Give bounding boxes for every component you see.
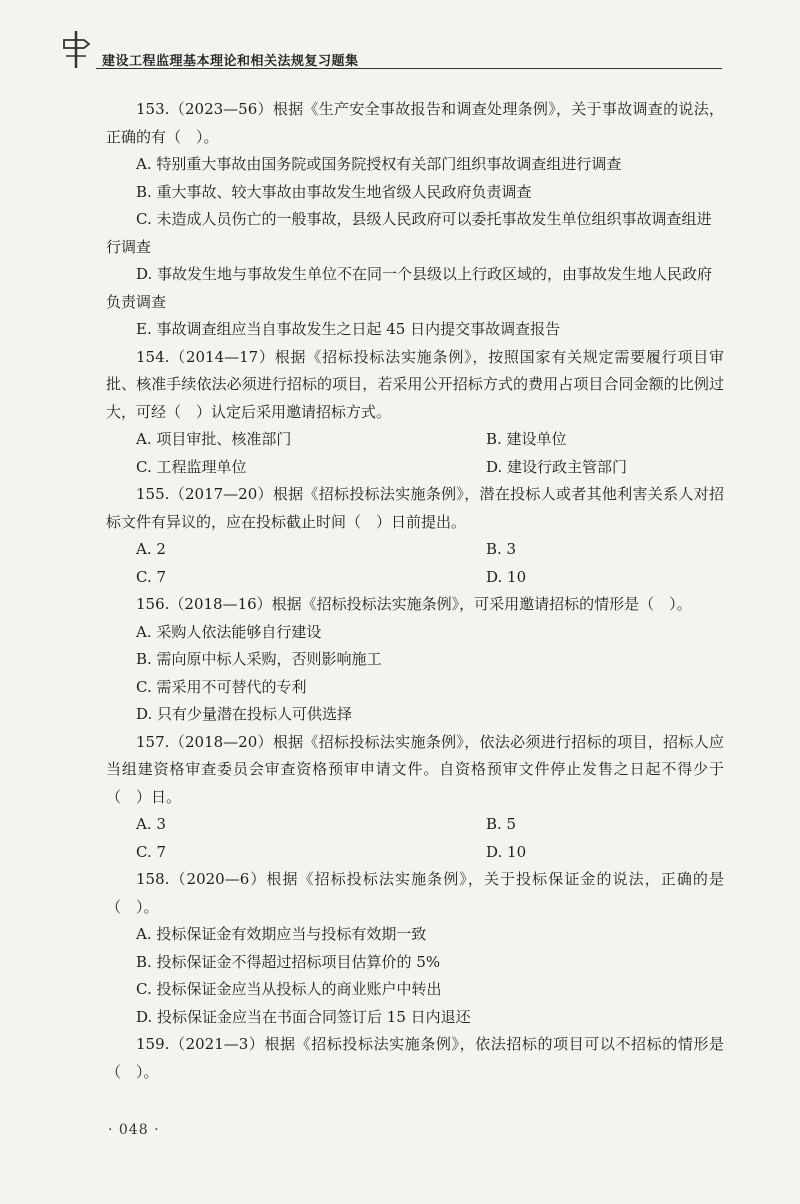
option-grid (106, 536, 724, 591)
option-b: B. 需向原中标人采购，否则影响施工 (136, 650, 382, 668)
option-d: D. 投标保证金应当在书面合同签订后 15 日内退还 (136, 1007, 471, 1026)
option-a: A. 投标保证金有效期应当与投标有效期一致 (136, 925, 427, 943)
question-stem: 157.（2018—20）根据《招标投标法实施条例》，依法必须进行招标的项目，招标人应当组建资格审查委员会审查资格预审申请文件。自资格预审文件停止发售之日起不得少于（ ）日。 (106, 732, 724, 806)
question-stem: 153.（2023—56）根据《生产安全事故报告和调查处理条例》，关于事故调查的说法，正确的有（ ）。 (106, 100, 724, 146)
option-b: B. 投标保证金不得超过招标项目估算价的 5% (136, 952, 441, 971)
option-d: D. 建设行政主管部门 (486, 457, 628, 476)
option-c: C. 需采用不可替代的专利 (136, 677, 307, 696)
option-grid (106, 426, 724, 481)
option-b: B. 建设单位 (486, 430, 567, 448)
option-a: A. 特别重大事故由国务院或国务院授权有关部门组织事故调查组进行调查 (136, 155, 622, 173)
header-divider (96, 68, 722, 69)
option-d: D. 10 (486, 567, 527, 586)
header-title: 建设工程监理基本理论和相关法规复习题集 (102, 54, 359, 69)
option-b: B. 3 (486, 540, 517, 558)
option-c: C. 未造成人员伤亡的一般事故，县级人民政府可以委托事故发生单位组织事故调查组进行调查 (106, 210, 712, 256)
question-stem: 158.（2020—6）根据《招标投标法实施条例》，关于投标保证金的说法，正确的是（ ）。 (106, 870, 724, 916)
option-c: C. 投标保证金应当从投标人的商业账户中转出 (136, 980, 442, 998)
option-c: C. 工程监理单位 (136, 457, 247, 476)
signpost-logo-icon (62, 28, 96, 68)
option-a: A. 3 (136, 815, 166, 833)
option-d: D. 只有少量潜在投标人可供选择 (136, 705, 353, 723)
option-b: B. 5 (486, 815, 517, 833)
question-stem: 159.（2021—3）根据《招标投标法实施条例》，依法招标的项目可以不招标的情形是（ ）。 (106, 1035, 724, 1081)
question-stem: 154.（2014—17）根据《招标投标法实施条例》，按照国家有关规定需要履行项目审批、核准手续依法必须进行招标的项目，若采用公开招标方式的费用占项目合同金额的比例过大，可经（ ）认定后采用邀请招标方式。 (106, 347, 724, 421)
option-d: D. 10 (486, 842, 527, 861)
question-stem: 156.（2018—16）根据《招标投标法实施条例》，可采用邀请招标的情形是（ ）。 (136, 595, 692, 613)
option-a: A. 2 (136, 540, 166, 558)
page-number: · 048 · (108, 1122, 160, 1138)
question-list (106, 96, 724, 1086)
option-a: A. 采购人依法能够自行建设 (136, 622, 322, 641)
option-d: D. 事故发生地与事故发生单位不在同一个县级以上行政区域的，由事故发生地人民政府负责调查 (106, 265, 713, 311)
option-grid (106, 811, 724, 866)
option-a: A. 项目审批、核准部门 (136, 430, 292, 448)
option-b: B. 重大事故、较大事故由事故发生地省级人民政府负责调查 (136, 182, 532, 201)
page-header (62, 22, 722, 72)
question-stem: 155.（2017—20）根据《招标投标法实施条例》，潜在投标人或者其他利害关系人对招标文件有异议的，应在投标截止时间（ ）日前提出。 (106, 485, 724, 531)
option-c: C. 7 (136, 842, 167, 861)
option-e: E. 事故调查组应当自事故发生之日起 45 日内提交事故调查报告 (136, 320, 561, 338)
option-c: C. 7 (136, 567, 167, 586)
